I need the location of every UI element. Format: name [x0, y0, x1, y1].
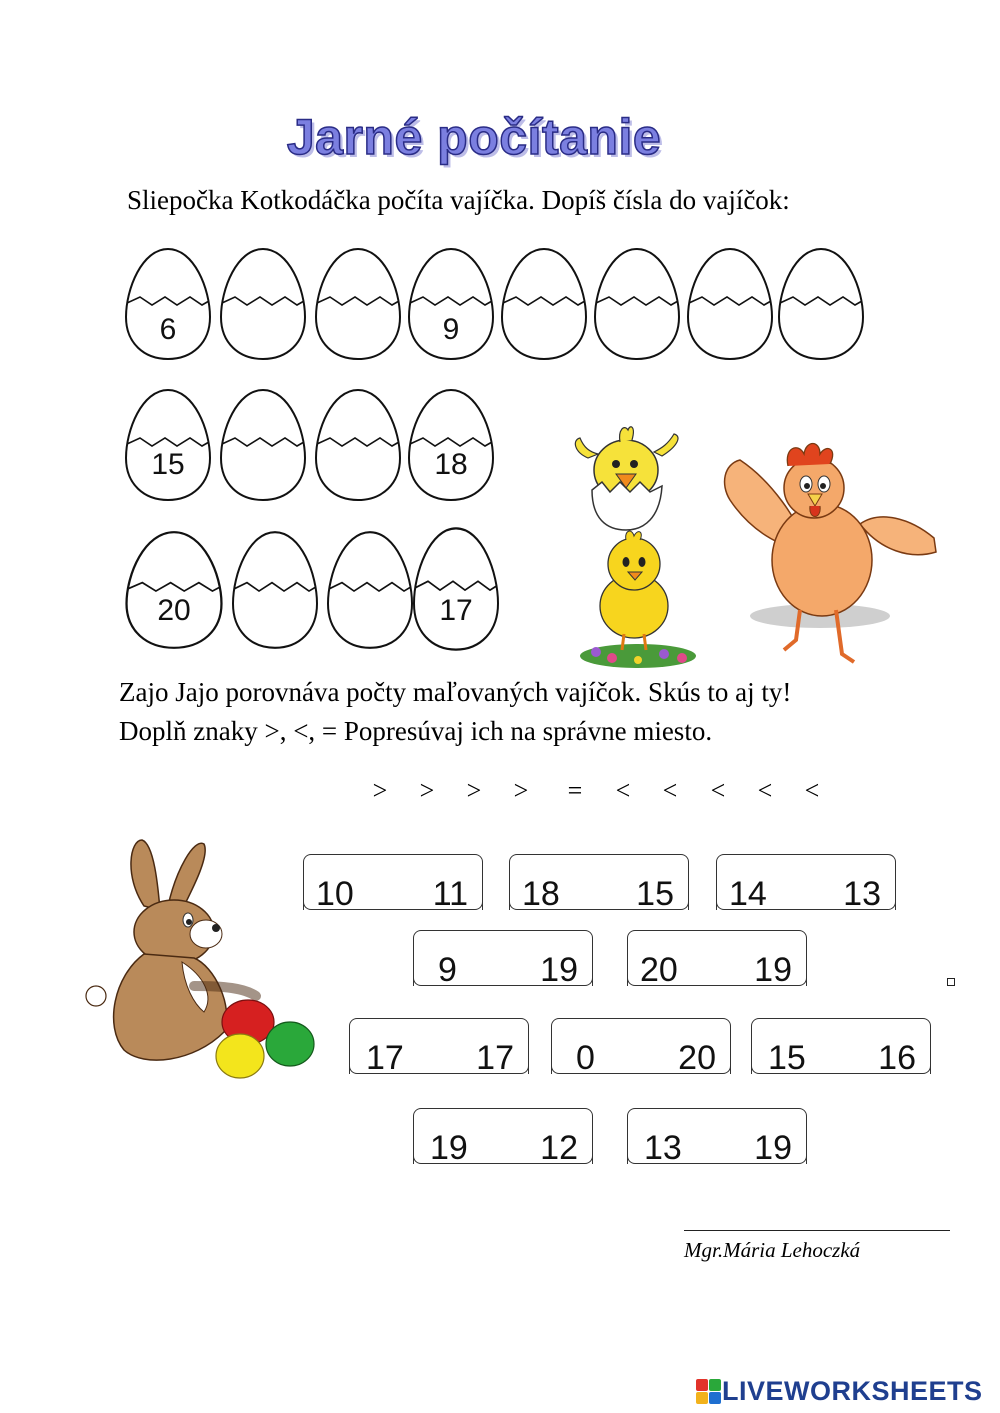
sign-chip-less[interactable]: <	[804, 776, 820, 805]
egg-answer-input[interactable]	[230, 450, 296, 486]
egg[interactable]	[410, 524, 502, 654]
comparison-left-number: 13	[644, 1129, 682, 1167]
egg-outline-icon	[122, 386, 214, 504]
egg-answer-input[interactable]	[325, 450, 391, 486]
sign-chip-less[interactable]: <	[615, 776, 631, 805]
comparison-left-number: 14	[729, 875, 767, 913]
egg[interactable]	[122, 528, 226, 652]
instruction-count-eggs: Sliepočka Kotkodáčka počíta vajíčka. Dopíš čísla do vajíčok:	[127, 185, 790, 215]
comparison-right-number: 17	[476, 1039, 514, 1077]
egg[interactable]	[684, 245, 776, 363]
comparison-box	[751, 1018, 931, 1077]
chick-in-shell-icon	[570, 418, 684, 532]
comparison-left-number: 9	[438, 951, 457, 989]
comparison-box	[627, 1108, 807, 1167]
egg[interactable]	[122, 386, 214, 504]
comparison-left-number: 20	[640, 951, 678, 989]
egg[interactable]	[122, 245, 214, 363]
egg[interactable]	[498, 245, 590, 363]
comparison-box	[413, 930, 593, 989]
egg[interactable]	[405, 245, 497, 363]
egg-number: 9	[442, 313, 460, 346]
egg-outline-icon	[324, 528, 416, 652]
egg-answer-input[interactable]	[242, 596, 308, 632]
comparison-right-number: 19	[540, 951, 578, 989]
egg-outline-icon	[312, 386, 404, 504]
egg-number: 17	[439, 594, 473, 627]
egg[interactable]	[229, 528, 321, 652]
comparison-left-number: 15	[768, 1039, 806, 1077]
signature-line	[684, 1230, 950, 1231]
sign-drop-slot[interactable]	[818, 1037, 862, 1073]
comparison-left-number: 0	[576, 1039, 595, 1077]
egg-answer-input[interactable]	[511, 313, 577, 349]
sign-chip-greater[interactable]: >	[372, 776, 388, 805]
comparison-right-number: 15	[636, 875, 674, 913]
egg[interactable]	[775, 245, 867, 363]
egg[interactable]	[324, 528, 416, 652]
egg-answer-input[interactable]	[788, 313, 854, 349]
page-title: Jarné počítanie	[286, 109, 662, 165]
sign-chip-equal[interactable]: =	[567, 776, 583, 805]
sign-drop-slot[interactable]	[576, 873, 620, 909]
comparison-right-number: 12	[540, 1129, 578, 1167]
sign-drop-slot[interactable]	[416, 1037, 460, 1073]
comparison-box	[716, 854, 896, 913]
comparison-box	[509, 854, 689, 913]
egg-number: 6	[159, 313, 177, 346]
comparison-right-number: 20	[678, 1039, 716, 1077]
sign-drop-slot[interactable]	[480, 949, 524, 985]
sign-chip-greater[interactable]: >	[513, 776, 529, 805]
instruction-compare-line-1: Zajo Jajo porovnáva počty maľovaných vajíčok. Skús to aj ty!	[119, 677, 792, 707]
sign-chip-less[interactable]: <	[710, 776, 726, 805]
comparison-right-number: 19	[754, 951, 792, 989]
egg-outline-icon	[405, 386, 497, 504]
egg[interactable]	[217, 386, 309, 504]
comparison-left-number: 19	[430, 1129, 468, 1167]
egg[interactable]	[591, 245, 683, 363]
egg-answer-input[interactable]	[604, 313, 670, 349]
egg-number: 18	[434, 448, 468, 481]
egg-outline-icon	[229, 528, 321, 652]
small-square-marker	[947, 978, 955, 986]
egg-outline-icon	[217, 386, 309, 504]
egg-number: 15	[151, 448, 185, 481]
egg-answer-input[interactable]	[337, 596, 403, 632]
egg[interactable]	[405, 386, 497, 504]
comparison-right-number: 13	[843, 875, 881, 913]
comparison-right-number: 19	[754, 1129, 792, 1167]
egg-outline-icon	[122, 528, 226, 652]
comparison-left-number: 10	[316, 875, 354, 913]
egg-answer-input[interactable]	[230, 313, 296, 349]
sign-chip-less[interactable]: <	[662, 776, 678, 805]
hen-icon	[710, 440, 942, 672]
comparison-box	[627, 930, 807, 989]
sign-drop-slot[interactable]	[694, 949, 738, 985]
liveworksheets-logo-icon	[696, 1379, 722, 1405]
sign-drop-slot[interactable]	[370, 873, 414, 909]
egg[interactable]	[312, 245, 404, 363]
egg-answer-input[interactable]	[697, 313, 763, 349]
comparison-box	[349, 1018, 529, 1077]
comparison-right-number: 11	[432, 875, 468, 913]
author-signature: Mgr.Mária Lehoczká	[684, 1238, 861, 1262]
egg[interactable]	[217, 245, 309, 363]
sign-chip-greater[interactable]: >	[466, 776, 482, 805]
egg-outline-icon	[410, 524, 502, 654]
instruction-compare-line-2: Doplň znaky >, <, = Popresúvaj ich na správne miesto.	[119, 716, 713, 746]
comparison-box	[413, 1108, 593, 1167]
sign-drop-slot[interactable]	[783, 873, 827, 909]
comparison-right-number: 16	[878, 1039, 916, 1077]
sign-drop-slot[interactable]	[694, 1127, 738, 1163]
egg-number: 20	[157, 594, 191, 627]
brand-name[interactable]: LIVEWORKSHEETS	[722, 1376, 983, 1406]
comparison-left-number: 18	[522, 875, 560, 913]
egg[interactable]	[312, 386, 404, 504]
sign-drop-slot[interactable]	[480, 1127, 524, 1163]
comparison-box	[303, 854, 483, 913]
sign-chip-less[interactable]: <	[757, 776, 773, 805]
sign-drop-slot[interactable]	[618, 1037, 662, 1073]
egg-answer-input[interactable]	[325, 313, 391, 349]
chick-on-flowers-icon	[578, 528, 700, 668]
comparison-left-number: 17	[366, 1039, 404, 1077]
comparison-box	[551, 1018, 731, 1077]
sign-chip-greater[interactable]: >	[419, 776, 435, 805]
rabbit-with-eggs-icon	[84, 836, 316, 1084]
